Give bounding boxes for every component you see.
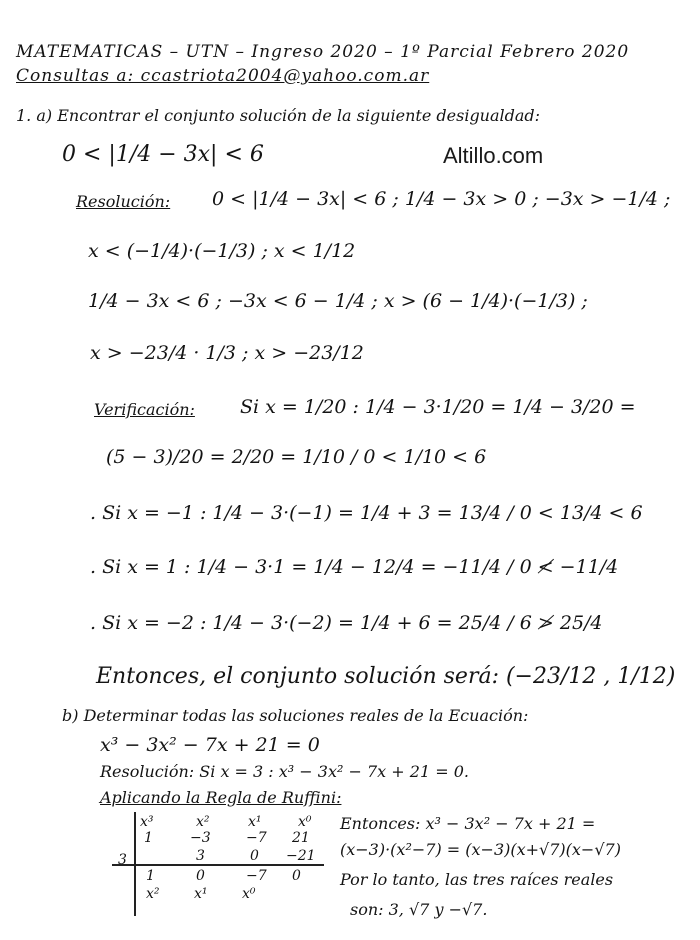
ruffini-product-1: 3 — [196, 848, 205, 864]
ruffini-label: Aplicando la Regla de Ruffini: — [100, 788, 342, 807]
verification-label: Verificación: — [94, 400, 195, 419]
part-b-statement: b) Determinar todas las soluciones reales de la Ecuación: — [62, 706, 529, 725]
ruffini-product-2: 0 — [250, 848, 259, 864]
ruffini-result-2: 0 — [196, 868, 205, 884]
ruffini-result-4: 0 — [292, 868, 301, 884]
ruffini-coef-1: 1 — [144, 830, 153, 846]
resolution-line-2: x < (−1/4)·(−1/3) ; x < 1/12 — [88, 240, 356, 262]
resolution-line-4: x > −23/4 · 1/3 ; x > −23/12 — [90, 342, 364, 364]
exam-title: MATEMATICAS – UTN – Ingreso 2020 – 1º Parcial Febrero 2020 — [16, 42, 630, 62]
resolution-line-3: 1/4 − 3x < 6 ; −3x < 6 − 1/4 ; x > (6 − 1/4)·(−1/3) ; — [88, 290, 588, 312]
verification-line-4: . Si x = 1 : 1/4 − 3·1 = 1/4 − 12/4 = −11/4 / 0 ≮ −11/4 — [90, 556, 619, 578]
ruffini-result-1: 1 — [146, 868, 155, 884]
part-b-conclusion-line-1: Por lo tanto, las tres raíces reales — [340, 870, 614, 889]
ruffini-header-x0: x⁰ — [298, 814, 312, 830]
part-a-conclusion: Entonces, el conjunto solución será: (−23/12 , 1/12) — [96, 664, 676, 689]
part-a-statement: 1. a) Encontrar el conjunto solución de la siguiente desigualdad: — [16, 106, 541, 125]
contact-line: Consultas a: ccastriota2004@yahoo.com.ar — [16, 66, 430, 86]
ruffini-header-x1: x¹ — [248, 814, 262, 830]
ruffini-horizontal-rule — [112, 864, 324, 866]
ruffini-product-3: −21 — [286, 848, 316, 864]
ruffini-coef-3: −7 — [246, 830, 267, 846]
part-b-factor-line-1: Entonces: x³ − 3x² − 7x + 21 = — [340, 814, 596, 833]
part-b-resolution: Resolución: Si x = 3 : x³ − 3x² − 7x + 21 = 0. — [100, 762, 469, 781]
ruffini-footer-x2: x² — [146, 886, 160, 902]
ruffini-result-3: −7 — [246, 868, 267, 884]
verification-line-3: . Si x = −1 : 1/4 − 3·(−1) = 1/4 + 3 = 13/4 / 0 < 13/4 < 6 — [90, 502, 643, 524]
ruffini-coef-2: −3 — [190, 830, 211, 846]
ruffini-coef-4: 21 — [292, 830, 310, 846]
part-b-equation: x³ − 3x² − 7x + 21 = 0 — [100, 734, 320, 756]
verification-line-1: Si x = 1/20 : 1/4 − 3·1/20 = 1/4 − 3/20 = — [240, 396, 636, 418]
ruffini-header-x3: x³ — [140, 814, 154, 830]
verification-line-2: (5 − 3)/20 = 2/20 = 1/10 / 0 < 1/10 < 6 — [106, 446, 487, 468]
ruffini-header-x2: x² — [196, 814, 210, 830]
part-a-inequality: 0 < |1/4 − 3x| < 6 — [62, 142, 264, 167]
ruffini-footer-x1: x¹ — [194, 886, 208, 902]
verification-line-5: . Si x = −2 : 1/4 − 3·(−2) = 1/4 + 6 = 25/4 / 6 ≯ 25/4 — [90, 612, 603, 634]
resolution-line-1: 0 < |1/4 − 3x| < 6 ; 1/4 − 3x > 0 ; −3x > −1/4 ; — [212, 188, 671, 210]
part-b-conclusion-line-2: son: 3, √7 y −√7. — [350, 900, 488, 919]
ruffini-root: 3 — [118, 852, 127, 868]
part-b-factor-line-2: (x−3)·(x²−7) = (x−3)(x+√7)(x−√7) — [340, 840, 621, 859]
resolution-label: Resolución: — [76, 192, 171, 211]
watermark: Altillo.com — [443, 143, 544, 168]
ruffini-footer-x0: x⁰ — [242, 886, 256, 902]
